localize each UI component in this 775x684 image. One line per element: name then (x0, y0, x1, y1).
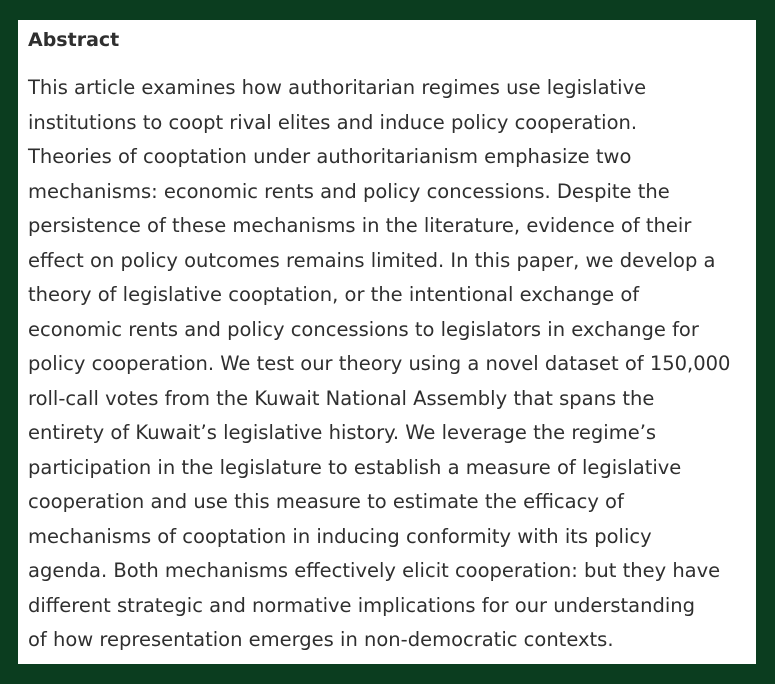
abstract-line: institutions to coopt rival elites and induce policy cooperation. (28, 110, 638, 134)
abstract-body (28, 71, 746, 658)
abstract-line: agenda. Both mechanisms effectively elicit cooperation: but they have (28, 559, 721, 582)
abstract-line: Theories of cooptation under authoritarianism emphasize two (28, 145, 632, 168)
abstract-line: different strategic and normative implications for our understanding (28, 593, 696, 617)
abstract-line: entirety of Kuwait’s legislative history. We leverage the regime’s (28, 421, 657, 444)
abstract-line: effect on policy outcomes remains limited. In this paper, we develop a (28, 248, 716, 272)
abstract-line: participation in the legislature to establish a measure of legislative (28, 455, 682, 479)
abstract-line: economic rents and policy concessions to legislators in exchange for (28, 317, 699, 341)
abstract-heading: Abstract (28, 29, 120, 51)
abstract-line: persistence of these mechanisms in the literature, evidence of their (28, 214, 692, 237)
abstract-line: mechanisms of cooptation in inducing conformity with its policy (28, 524, 652, 548)
abstract-line: mechanisms: economic rents and policy concessions. Despite the (28, 179, 670, 203)
abstract-line: policy cooperation. We test our theory using a novel dataset of 150,000 (28, 352, 731, 375)
abstract-line: roll-call votes from the Kuwait National Assembly that spans the (28, 386, 655, 410)
abstract-line: of how representation emerges in non-democratic contexts. (28, 628, 614, 651)
abstract-line: theory of legislative cooptation, or the intentional exchange of (28, 283, 640, 306)
abstract-line: This article examines how authoritarian regimes use legislative (28, 76, 647, 99)
abstract-panel (18, 20, 756, 664)
abstract-line: cooperation and use this measure to estimate the efficacy of (28, 490, 624, 513)
